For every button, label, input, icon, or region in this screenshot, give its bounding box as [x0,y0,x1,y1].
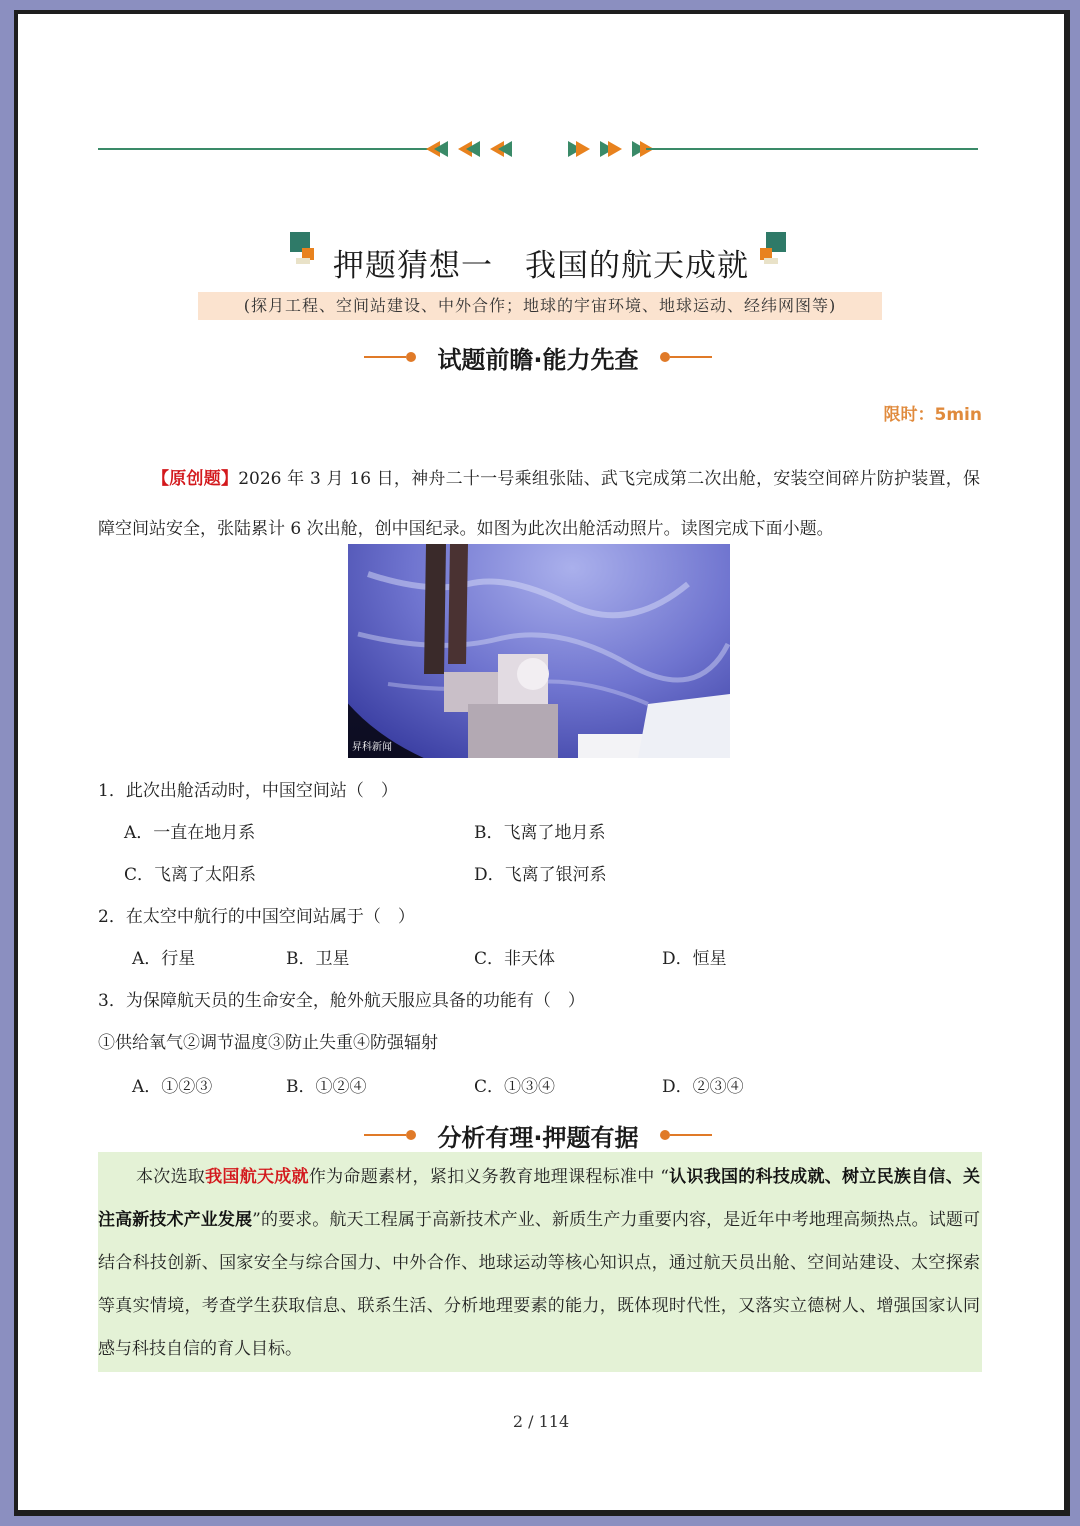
q2-option-b[interactable]: B．卫星 [286,949,350,969]
page-title: 押题猜想一 我国的航天成就 [333,248,749,284]
section-line-left [364,356,406,358]
section-line-left [364,1134,406,1136]
time-limit: 限时：5min [883,405,982,425]
analysis-part-3: ”的要求。航天工程属于高新技术产业、新质生产力重要内容，是近年中考地理高频热点。试题可结合科技创新、国家安全与综合国力、中外合作、地球运动等核心知识点，通过航天员出舱、空间站建设、太空探索等真实情境，考查学生获取信息、联系生活、分析地理要素的能力，既体现时代性，又落实立德树人、增强国家认同感与科技自信的育人目标。 [98,1210,980,1359]
question-2-stem: 2．在太空中航行的中国空间站属于（ ） [98,907,415,927]
section-line-right [670,1134,712,1136]
header-rule-right [646,148,978,150]
analysis-part-2: 作为命题素材，紧扣义务教育地理课程标准中 “ [308,1167,669,1187]
q3-option-c[interactable]: C．①③④ [474,1077,556,1097]
section-dot-left [406,1130,416,1140]
q2-option-c[interactable]: C．非天体 [474,949,556,969]
analysis-part-1: 本次选取 [136,1167,206,1187]
section-heading-preview [18,340,1064,374]
q1-option-d[interactable]: D．飞离了银河系 [474,865,607,885]
section-heading-analysis [18,1118,1064,1152]
section-dot-right [660,352,670,362]
title-block [18,226,1064,286]
analysis-highlight-bold: 认识我国的科技成就、树立民族自信、关注高新技术产业发展 [98,1167,980,1230]
page-number: 2 / 114 [512,1412,570,1431]
original-question-tag: 【原创题】 [152,469,239,489]
q2-option-a[interactable]: A．行星 [132,949,196,969]
spacewalk-photo [348,544,730,758]
photo-caption: 昇科新闻 [352,742,392,753]
section-heading-text: 试题前瞻·能力先查 [437,346,639,374]
section-dot-right [660,1130,670,1140]
left-arrows-icon [426,138,518,160]
q3-option-a[interactable]: A．①②③ [132,1077,213,1097]
q3-option-d[interactable]: D．②③④ [662,1077,744,1097]
section-line-right [670,356,712,358]
document-page [18,14,1064,1510]
title-deco-right-icon [758,230,788,266]
q1-option-b[interactable]: B．飞离了地月系 [474,823,606,843]
question-3-note: ①供给氧气②调节温度③防止失重④防强辐射 [98,1033,438,1053]
q1-option-c[interactable]: C．飞离了太阳系 [124,865,257,885]
analysis-highlight-red: 我国航天成就 [205,1167,309,1187]
header-rule-left [98,148,438,150]
q3-option-b[interactable]: B．①②④ [286,1077,367,1097]
question-stem [98,454,980,554]
section-heading-text: 分析有理·押题有据 [437,1124,639,1152]
question-3-stem: 3．为保障航天员的生命安全，舱外航天服应具备的功能有（ ） [98,991,585,1011]
analysis-box [98,1152,982,1372]
stem-text: 2026 年 3 月 16 日，神舟二十一号乘组张陆、武飞完成第二次出舱，安装空间碎片防护装置，保障空间站安全，张陆累计 6 次出舱，创中国纪录。如图为此次出舱活动照片。读图完成下面小题。 [98,469,981,539]
q1-option-a[interactable]: A．一直在地月系 [124,823,256,843]
question-1-stem: 1．此次出舱活动时，中国空间站（ ） [98,781,398,801]
subtitle: (探月工程、空间站建设、中外合作；地球的宇宙环境、地球运动、经纬网图等) [198,292,882,320]
right-arrows-icon [562,138,654,160]
q2-option-d[interactable]: D．恒星 [662,949,727,969]
section-dot-left [406,352,416,362]
